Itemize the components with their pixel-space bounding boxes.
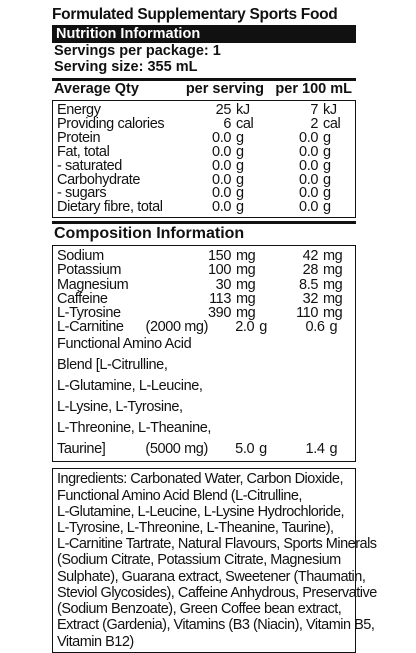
value-per-100ml: 110 (296, 305, 318, 322)
unit-per-100ml: mg (323, 290, 343, 307)
row-label: Dietary fibre, total (57, 199, 163, 216)
row-label: Carbohydrate (57, 171, 141, 188)
unit-per-100ml: mg (323, 248, 343, 265)
value-per-serving: 390 (208, 305, 231, 322)
row-label: Providing calories (57, 115, 165, 132)
blend-line: L-Threonine, L-Theanine, (57, 420, 212, 437)
value-per-serving: 0.0 (212, 185, 231, 202)
unit-per-100ml: mg (323, 305, 343, 322)
unit-per-100ml: g (323, 129, 331, 146)
value-per-100ml: 0.0 (299, 199, 318, 216)
value-per-100ml: 0.0 (299, 129, 318, 146)
unit-per-100ml: g (323, 157, 331, 174)
amino-acid-blend (53, 334, 355, 439)
value-per-serving: 2.0 (235, 319, 255, 336)
unit-per-serving: kJ (236, 102, 250, 118)
value-per-100ml: 42 (302, 248, 318, 265)
row-dose: (5000 mg) (145, 441, 208, 458)
value-per-100ml: 32 (302, 290, 318, 307)
ingredients-line: Ingredients: Carbonated Water, Carbon Dioxide, (57, 471, 343, 488)
servings-per-package: Servings per package: 1 (54, 43, 221, 59)
ingredients-line: Vitamin B12) (57, 633, 134, 650)
row-label: - sugars (57, 185, 107, 202)
unit-per-serving: mg (236, 305, 256, 322)
value-per-serving: 113 (209, 290, 231, 307)
value-per-serving: 0.0 (212, 199, 231, 216)
table-row (53, 320, 355, 334)
ingredients-line: L-Tyrosine, L-Threonine, L-Theanine, Taurine), (57, 520, 334, 537)
unit-per-serving: g (259, 319, 267, 336)
value-per-100ml: 1.4 (305, 441, 325, 458)
value-per-100ml: 0.0 (299, 157, 318, 174)
ingredients-line: L-Carnitine Tartrate, Natural Flavours, Sports Minerals (57, 536, 377, 553)
ingredients-line: Functional Amino Acid Blend (L-Citrulline, (57, 487, 302, 504)
product-title: Formulated Supplementary Sports Food (52, 6, 338, 23)
blend-line: Functional Amino Acid (57, 336, 192, 353)
unit-per-serving: g (236, 171, 244, 188)
row-label: Protein (57, 129, 101, 146)
value-per-100ml: 8.5 (299, 276, 318, 293)
blend-line: L-Glutamine, L-Leucine, (57, 378, 203, 395)
unit-per-100ml: cal (323, 115, 341, 132)
row-label: Taurine] (57, 441, 106, 458)
composition-table (52, 245, 356, 462)
table-row (53, 306, 355, 320)
nutrition-info-heading: Nutrition Information (52, 25, 356, 43)
unit-per-serving: mg (236, 276, 256, 293)
table-row (53, 201, 355, 215)
ingredients-line: Steviol Glycosides), Caffeine Anhydrous, Preservative (57, 584, 377, 601)
nutrition-table (52, 100, 356, 218)
value-per-serving: 0.0 (212, 143, 231, 160)
unit-per-serving: cal (236, 115, 254, 132)
row-label: L-Tyrosine (57, 305, 121, 322)
ingredients-line: (Sodium Benzoate), Green Coffee bean extract, (57, 601, 342, 618)
composition-heading: Composition Information (52, 221, 356, 243)
unit-per-100ml: kJ (323, 102, 337, 118)
unit-per-100ml: g (323, 143, 331, 160)
value-per-100ml: 0.0 (299, 171, 318, 188)
value-per-serving: 0.0 (212, 157, 231, 174)
row-label: Sodium (57, 248, 104, 265)
unit-per-serving: g (236, 185, 244, 202)
value-per-serving: 30 (215, 276, 231, 293)
value-per-serving: 0.0 (212, 129, 231, 146)
unit-per-serving: mg (236, 290, 256, 307)
unit-per-serving: g (236, 129, 244, 146)
row-label: L-Carnitine (57, 319, 124, 336)
value-per-100ml: 0.0 (299, 143, 318, 160)
blend-line: L-Lysine, L-Tyrosine, (57, 399, 183, 416)
column-label: Average Qty (54, 81, 139, 97)
unit-per-100ml: g (323, 171, 331, 188)
ingredients-list (52, 468, 377, 652)
ingredients-line: Extract (Gardenia), Vitamins (B3 (Niacin), Vitamin B5, (57, 617, 375, 634)
row-label: Caffeine (57, 290, 108, 307)
value-per-serving: 150 (208, 248, 231, 265)
unit-per-serving: g (236, 157, 244, 174)
unit-per-serving: mg (236, 262, 256, 279)
blend-line: Blend [L-Citrulline, (57, 357, 168, 374)
unit-per-100ml: mg (323, 262, 343, 279)
row-label: Potassium (57, 262, 122, 279)
row-label: - saturated (57, 157, 122, 174)
column-per-100ml: per 100 mL (275, 81, 352, 97)
value-per-100ml: 2 (310, 115, 318, 132)
column-header-row (52, 81, 356, 98)
value-per-serving: 5.0 (235, 441, 255, 458)
table-row (53, 263, 355, 277)
value-per-100ml: 28 (302, 262, 318, 279)
row-dose: (2000 mg) (145, 319, 209, 336)
table-row (53, 249, 355, 263)
unit-per-serving: g (259, 441, 267, 458)
value-per-serving: 0.0 (212, 171, 231, 188)
table-row (53, 292, 355, 306)
table-row (53, 278, 355, 292)
nutrition-panel (52, 0, 377, 653)
unit-per-100ml: g (323, 199, 331, 216)
value-per-serving: 25 (215, 102, 231, 118)
unit-per-serving: g (236, 199, 244, 216)
unit-per-serving: mg (236, 248, 256, 265)
unit-per-100ml: g (329, 441, 338, 458)
unit-per-100ml: g (329, 319, 338, 336)
table-row (53, 439, 355, 459)
ingredients-line: L-Glutamine, L-Leucine, L-Lysine Hydrochloride, (57, 503, 345, 520)
column-per-serving: per serving (185, 81, 264, 97)
ingredients-line: (Sodium Citrate, Potassium Citrate, Magnesium (57, 552, 341, 569)
unit-per-100ml: mg (323, 276, 343, 293)
value-per-100ml: 0.0 (299, 185, 318, 202)
value-per-serving: 6 (223, 115, 231, 132)
ingredients-line: Sulphate), Guarana extract, Sweetener (Thaumatin, (57, 568, 366, 585)
row-label: Magnesium (57, 276, 129, 293)
value-per-serving: 100 (208, 262, 231, 279)
serving-size: Serving size: 355 mL (54, 59, 198, 75)
value-per-100ml: 7 (310, 102, 318, 118)
unit-per-serving: g (236, 143, 244, 160)
value-per-100ml: 0.6 (305, 319, 325, 336)
row-label: Fat, total (57, 143, 110, 160)
row-label: Energy (57, 102, 101, 118)
unit-per-100ml: g (323, 185, 331, 202)
